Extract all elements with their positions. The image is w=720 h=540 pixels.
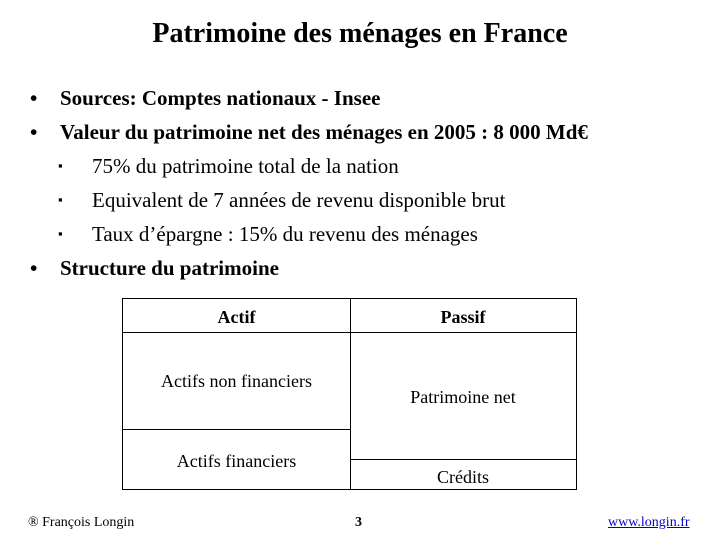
bullet-icon: •: [30, 120, 38, 144]
sub-bullet-item: [30, 220, 710, 254]
actifs-non-financiers-cell: Actifs non financiers: [161, 371, 312, 391]
page-number: 3: [355, 515, 362, 530]
actif-header: Actif: [217, 307, 256, 327]
footer-author: ® François Longin: [28, 515, 135, 530]
credits-cell: Crédits: [437, 467, 489, 487]
bullet-item-structure: [30, 254, 710, 288]
square-bullet-icon: ▪: [58, 158, 63, 173]
bullet-list: [30, 84, 710, 288]
header-divider: [123, 332, 576, 333]
bullet-icon: •: [30, 86, 38, 110]
bullet-item-sources: [30, 84, 710, 118]
sub-bullet-text: 75% du patrimoine total de la nation: [92, 154, 399, 178]
sub-bullet-item: [30, 152, 710, 186]
balance-sheet-table: [122, 298, 577, 490]
actifs-financiers-cell: Actifs financiers: [176, 451, 297, 471]
passif-header: Passif: [440, 307, 486, 327]
bullet-item-valeur: [30, 118, 710, 152]
website-link[interactable]: www.longin.fr: [608, 515, 690, 530]
bullet-text: Valeur du patrimoine net des ménages en 2005 : 8 000 Md€: [60, 120, 588, 144]
sub-bullet-text: Taux d’épargne : 15% du revenu des ménages: [92, 222, 478, 246]
sub-bullet-item: [30, 186, 710, 220]
patrimoine-net-cell: Patrimoine net: [410, 387, 516, 407]
bullet-text: Sources: Comptes nationaux - Insee: [60, 86, 381, 110]
actif-divider: [123, 429, 350, 430]
sub-bullet-text: Equivalent de 7 années de revenu disponible brut: [92, 188, 506, 212]
bullet-icon: •: [30, 256, 38, 280]
slide-title: Patrimoine des ménages en France: [152, 18, 568, 49]
square-bullet-icon: ▪: [58, 226, 63, 241]
passif-divider: [350, 459, 576, 460]
square-bullet-icon: ▪: [58, 192, 63, 207]
bullet-text: Structure du patrimoine: [60, 256, 279, 280]
